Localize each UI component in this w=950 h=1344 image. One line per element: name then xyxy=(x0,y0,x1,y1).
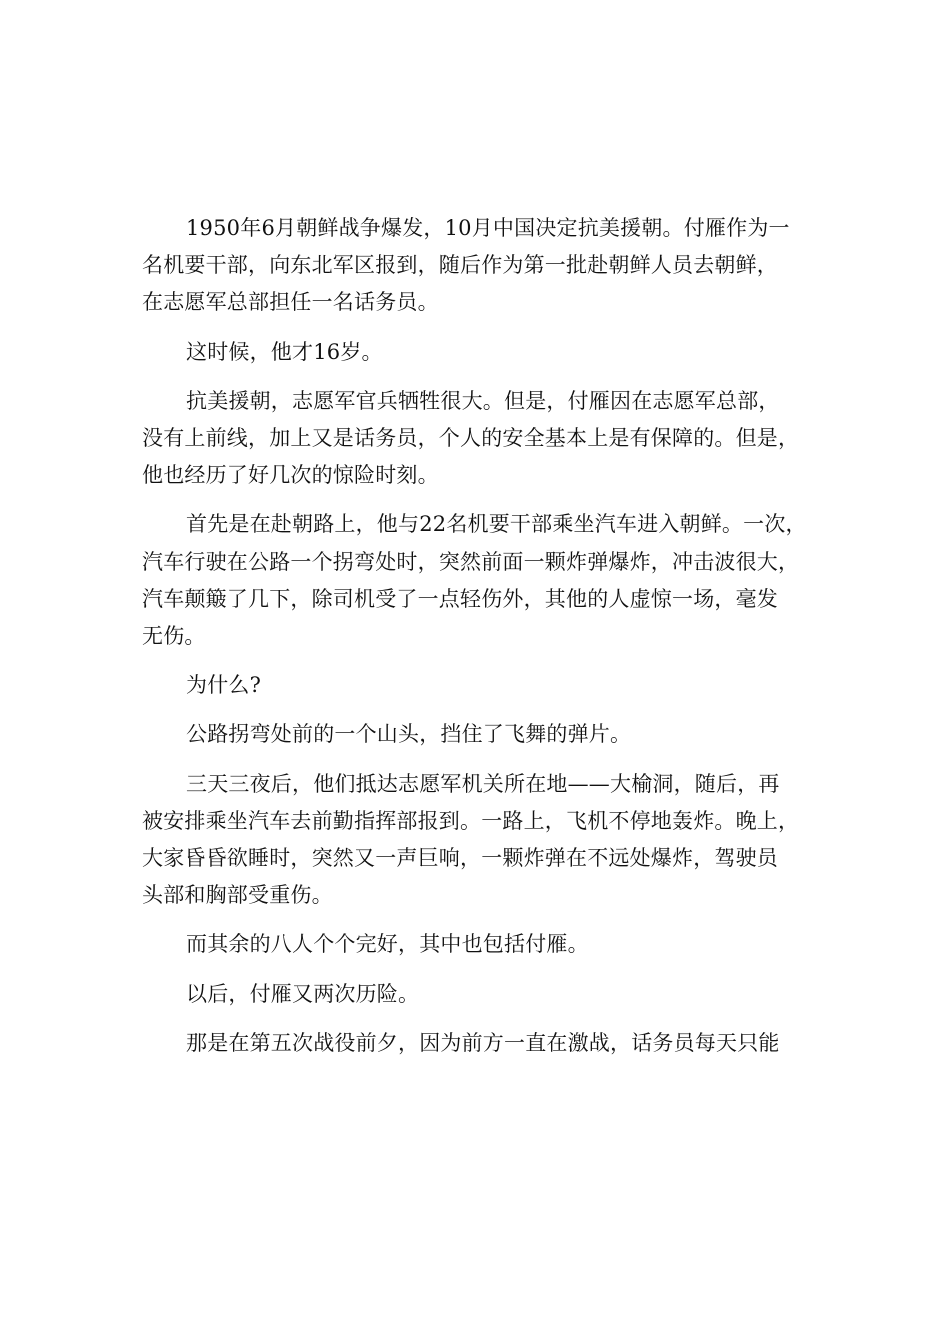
text-line: 抗美援朝，志愿军官兵牺牲很大。但是，付雁因在志愿军总部， xyxy=(186,388,780,413)
paragraph xyxy=(142,667,832,704)
paragraph xyxy=(142,976,832,1013)
paragraph xyxy=(142,766,832,915)
text-line: 无伤。 xyxy=(142,624,206,649)
text-line: 汽车行驶在公路一个拐弯处时，突然前面一颗炸弹爆炸，冲击波很大， xyxy=(142,549,800,574)
text-line: 为什么? xyxy=(186,673,262,698)
text-line: 1950年6月朝鲜战争爆发，10月中国决定抗美援朝。付雁作为一 xyxy=(186,216,790,240)
text-line: 汽车颠簸了几下，除司机受了一点轻伤外，其他的人虚惊一场，毫发 xyxy=(142,586,778,611)
paragraph xyxy=(142,926,832,963)
text-line: 被安排乘坐汽车去前勤指挥部报到。一路上，飞机不停地轰炸。晚上， xyxy=(142,808,800,833)
text-line: 公路拐弯处前的一个山头，挡住了飞舞的弹片。 xyxy=(186,722,632,747)
text-line: 没有上前线，加上又是话务员，个人的安全基本上是有保障的。但是， xyxy=(142,426,800,451)
paragraph xyxy=(142,210,832,322)
text-line: 而其余的八人个个完好，其中也包括付雁。 xyxy=(186,932,589,957)
text-line: 名机要干部，向东北军区报到，随后作为第一批赴朝鲜人员去朝鲜， xyxy=(142,253,778,278)
paragraph xyxy=(142,506,832,655)
paragraph xyxy=(142,1025,832,1062)
text-line: 头部和胸部受重伤。 xyxy=(142,883,333,908)
text-line: 以后，付雁又两次历险。 xyxy=(186,981,420,1006)
text-line: 在志愿军总部担任一名话务员。 xyxy=(142,290,439,315)
paragraph xyxy=(142,383,832,495)
text-line: 大家昏昏欲睡时，突然又一声巨响，一颗炸弹在不远处爆炸，驾驶员 xyxy=(142,846,778,871)
text-line: 那是在第五次战役前夕，因为前方一直在激战，话务员每天只能 xyxy=(186,1030,780,1055)
text-line: 他也经历了好几次的惊险时刻。 xyxy=(142,463,439,488)
paragraph xyxy=(142,334,832,371)
text-line: 这时候，他才16岁。 xyxy=(186,339,383,364)
text-line: 首先是在赴朝路上，他与22名机要干部乘坐汽车进入朝鲜。一次， xyxy=(186,512,807,537)
document-body xyxy=(142,210,832,1074)
paragraph xyxy=(142,716,832,753)
text-line: 三天三夜后，他们抵达志愿军机关所在地——大榆洞，随后，再 xyxy=(186,771,780,796)
